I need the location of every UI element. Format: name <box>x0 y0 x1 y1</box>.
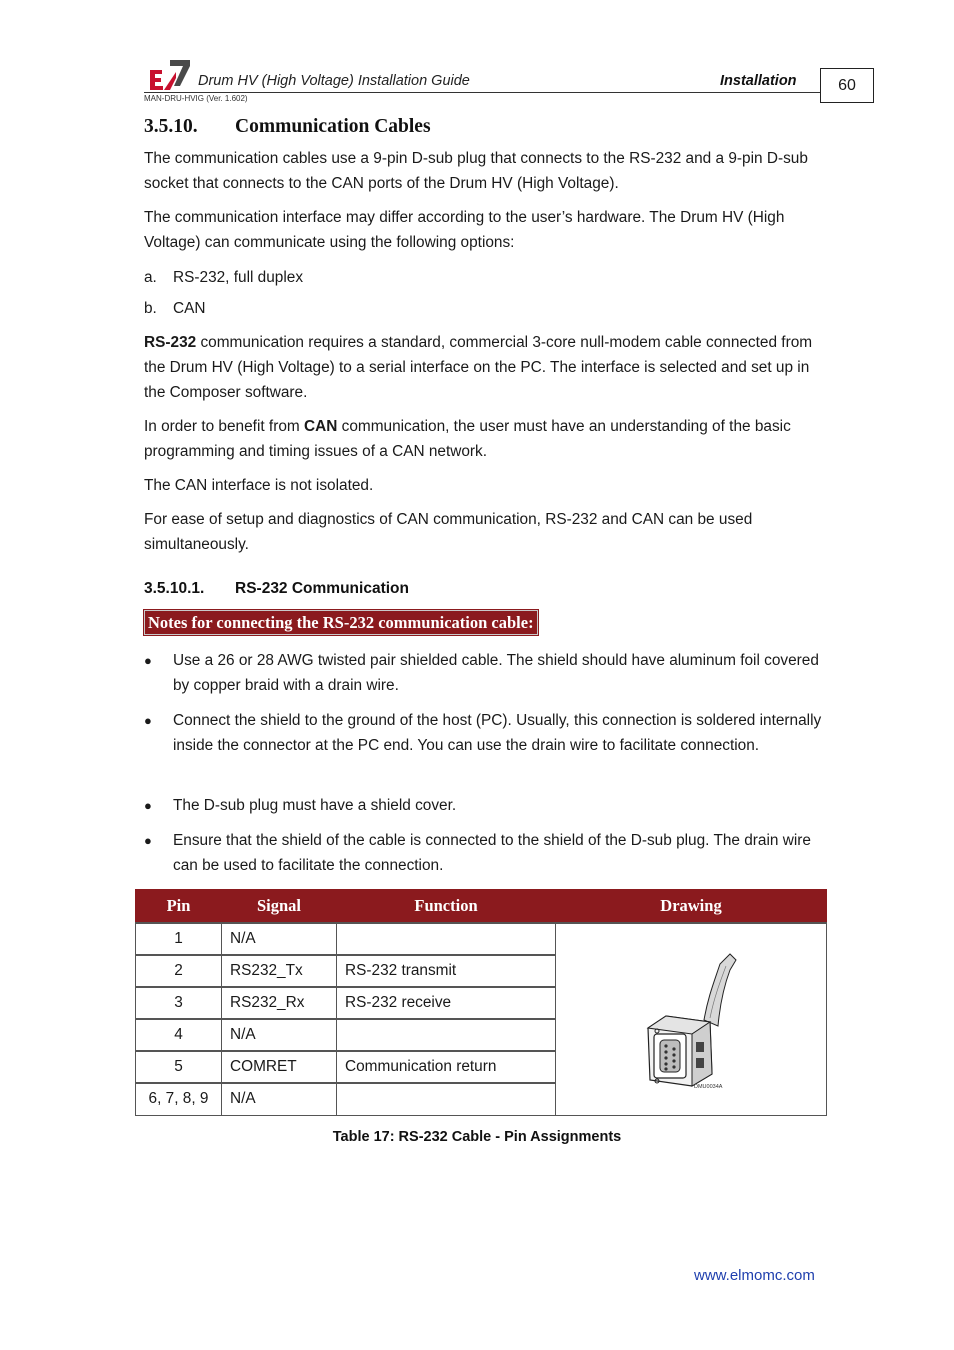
section-title: Communication Cables <box>235 116 431 137</box>
table-caption: Table 17: RS-232 Cable - Pin Assignments <box>332 1129 622 1145</box>
cell-signal: RS232_Rx <box>222 987 337 1019</box>
cell-pin: 2 <box>136 955 222 987</box>
cell-function: Communication return <box>337 1051 556 1083</box>
subsection-title: RS-232 Communication <box>235 580 409 597</box>
bullet-item: ● The D-sub plug must have a shield cover. <box>144 793 834 818</box>
pin-assignment-table <box>135 889 827 1116</box>
cell-signal: N/A <box>222 923 337 955</box>
cell-function: RS-232 receive <box>337 987 556 1019</box>
cell-drawing <box>556 923 827 1115</box>
paragraph-simultaneous: For ease of setup and diagnostics of CAN communication, RS-232 and CAN can be used simultaneously. <box>144 511 753 553</box>
header-drawing: Drawing <box>556 890 827 924</box>
cell-signal: N/A <box>222 1019 337 1051</box>
bullet-item: ● Connect the shield to the ground of the host (PC). Usually, this connection is soldered internally inside the connector at the PC end. You can use the drain wire to facilitate connection. <box>144 708 834 758</box>
cell-signal: COMRET <box>222 1051 337 1083</box>
table-row <box>136 923 827 955</box>
bullet-icon: ● <box>144 653 152 668</box>
paragraph-can-isolation: The CAN interface is not isolated. <box>144 477 374 494</box>
bullet-icon: ● <box>144 713 152 728</box>
subsection-number: 3.5.10.1. <box>144 580 205 597</box>
notes-banner: Notes for connecting the RS-232 communication cable: <box>144 610 538 635</box>
cell-function: RS-232 transmit <box>337 955 556 987</box>
paragraph-can: In order to benefit from CAN communication, the user must have an understanding of the basic programming and timing issues of a CAN network. <box>144 418 791 460</box>
cell-pin: 5 <box>136 1051 222 1083</box>
cell-function <box>337 1019 556 1051</box>
document-title: Drum HV (High Voltage) Installation Guide <box>198 73 470 89</box>
section-heading <box>144 116 431 138</box>
bullet-item: ● Ensure that the shield of the cable is connected to the shield of the D-sub plug. The drain wire can be used to facilitate the connection. <box>144 828 834 878</box>
cell-pin: 3 <box>136 987 222 1019</box>
paragraph-cables-intro: The communication cables use a 9-pin D-sub plug that connects to the RS-232 and a 9-pin D-sub socket that connects to the CAN ports of the Drum HV (High Voltage). <box>144 150 808 192</box>
bullet-icon: ● <box>144 798 152 813</box>
header-section-name: Installation <box>720 73 797 89</box>
cell-pin: 4 <box>136 1019 222 1051</box>
elmo-logo-icon <box>148 58 190 90</box>
list-item-option-b: b. CAN <box>144 300 206 317</box>
subsection-heading <box>144 580 409 598</box>
table-header-row <box>136 890 827 924</box>
list-item-option-a: a. RS-232, full duplex <box>144 269 304 286</box>
header-pin: Pin <box>136 890 222 924</box>
header-signal: Signal <box>222 890 337 924</box>
cell-signal: RS232_Tx <box>222 955 337 987</box>
cell-pin: 1 <box>136 923 222 955</box>
paragraph-rs232: RS-232 communication requires a standard, commercial 3-core null-modem cable connected from the Drum HV (High Voltage) to a serial interface on the PC. The interface is selected and set up in the Composer software. <box>144 334 813 401</box>
cell-pin: 6, 7, 8, 9 <box>136 1083 222 1115</box>
section-number: 3.5.10. <box>144 116 198 137</box>
cell-function <box>337 923 556 955</box>
header-function: Function <box>337 890 556 924</box>
document-version: MAN-DRU-HVIG (Ver. 1.602) <box>144 94 248 103</box>
drawing-label: DMU0034A <box>694 1083 723 1090</box>
header-rule <box>144 92 820 93</box>
footer-website-link[interactable]: www.elmomc.com <box>694 1267 815 1284</box>
paragraph-interface-options: The communication interface may differ according to the user’s hardware. The Drum HV (High Voltage) can communicate using the following options: <box>144 209 785 251</box>
dsub-connector-drawing <box>626 942 756 1092</box>
cell-function <box>337 1083 556 1115</box>
bullet-item: ● Use a 26 or 28 AWG twisted pair shielded cable. The shield should have aluminum foil covered by copper braid with a drain wire. <box>144 648 834 698</box>
cell-signal: N/A <box>222 1083 337 1115</box>
page-number: 60 <box>820 68 874 103</box>
bullet-icon: ● <box>144 833 152 848</box>
